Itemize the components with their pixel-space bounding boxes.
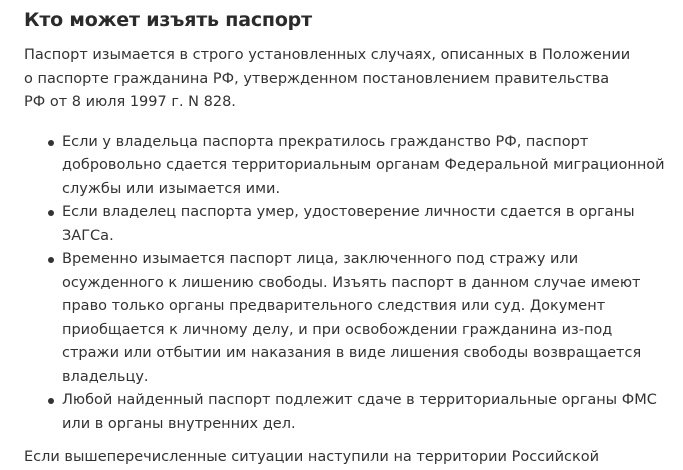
intro-line: РФ от 8 июля 1997 г. N 828.: [24, 94, 236, 110]
list-item-line: владельцу.: [62, 368, 149, 385]
list-item-line: службы или изымается ими.: [62, 180, 281, 197]
bullet-icon: [48, 210, 54, 216]
list-item-line: ЗАГСа.: [62, 227, 114, 244]
list-item-line: Если у владельца паспорта прекратилось гражданство РФ, паспорт: [62, 133, 589, 150]
article: [24, 6, 674, 470]
closing-paragraph: Если вышеперечисленные ситуации наступили на территории Российской: [24, 449, 600, 465]
list-item: [62, 248, 674, 389]
list-item-line: Временно изымается паспорт лица, заключенного под стражу или: [62, 251, 579, 267]
list-item: [62, 389, 674, 436]
intro-line: о паспорте гражданина РФ, утвержденном постановлением правительства: [24, 70, 610, 87]
list-item-line: осужденного к лишению свободы. Изъять паспорт в данном случае имеют: [62, 274, 641, 291]
list-item-line: стражи или отбытии им наказания в виде лишения свободы возвращается: [62, 345, 642, 361]
list-item-line: Любой найденный паспорт подлежит сдаче в территориальные органы ФМС: [62, 392, 657, 408]
bullet-icon: [48, 398, 54, 404]
intro-line: Паспорт изымается в строго установленных случаях, описанных в Положении: [24, 47, 631, 63]
list-item-line: добровольно сдается территориальным органам Федеральной миграционной: [62, 157, 665, 173]
bullet-icon: [48, 257, 54, 263]
intro-paragraph: [24, 44, 674, 115]
list-item-line: право только органы предварительного следствия или суд. Документ: [62, 298, 606, 314]
list-item-line: Если владелец паспорта умер, удостоверение личности сдается в органы: [62, 204, 635, 220]
cases-list: [24, 131, 674, 437]
list-item-line: приобщается к личному делу, и при освобождении гражданина из-под: [62, 321, 613, 338]
list-item: [62, 201, 674, 248]
list-item-line: или в органы внутренних дел.: [62, 415, 296, 432]
section-heading: Кто может изъять паспорт: [24, 9, 312, 31]
bullet-icon: [48, 140, 54, 146]
list-item: [62, 131, 674, 202]
